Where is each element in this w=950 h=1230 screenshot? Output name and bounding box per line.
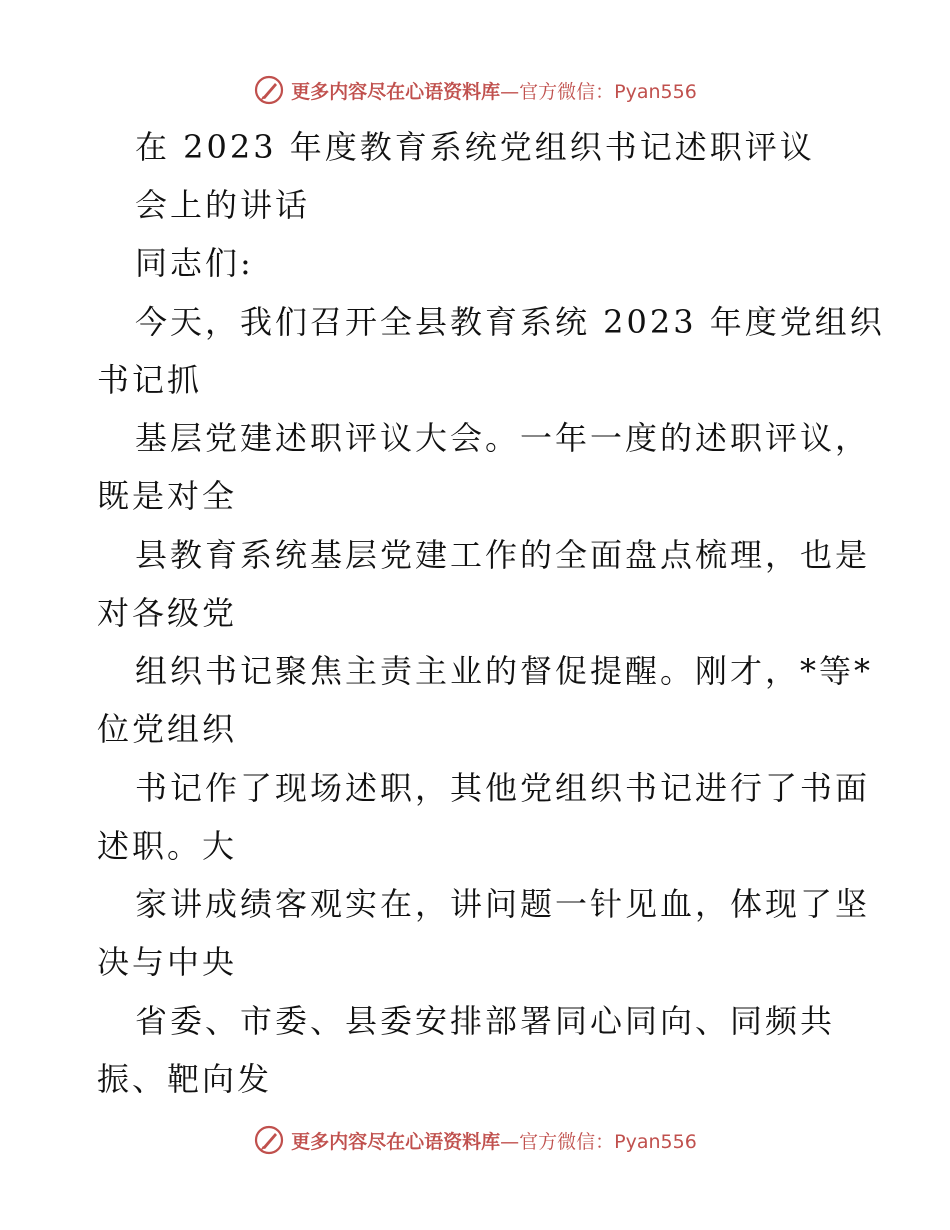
banner-text — [291, 77, 697, 104]
doc-salutation: 同志们: — [135, 244, 254, 282]
doc-line: 位党组织 — [97, 710, 238, 748]
quill-pen-logo-icon — [253, 1124, 285, 1156]
quill-pen-logo-icon — [253, 74, 285, 106]
doc-line: 书记作了现场述职，其他党组织书记进行了书面 — [135, 769, 871, 807]
footer-banner — [0, 1120, 950, 1160]
banner-dash: — — [500, 80, 520, 103]
doc-title-line-1: 在 2023 年度教育系统党组织书记述职评议 — [135, 128, 815, 166]
doc-line: 基层党建述职评议大会。一年一度的述职评议， — [135, 419, 871, 457]
doc-line: 对各级党 — [97, 594, 238, 632]
doc-line: 既是对全 — [97, 477, 238, 515]
doc-line: 振、靶向发 — [97, 1060, 273, 1098]
doc-line: 县教育系统基层党建工作的全面盘点梳理，也是 — [135, 536, 871, 574]
banner-wechat-text: 官方微信：Pyan556 — [519, 80, 697, 103]
banner-dash: — — [500, 1130, 520, 1153]
banner-text — [291, 1127, 697, 1154]
banner-site-text: 更多内容尽在心语资料库 — [291, 80, 501, 103]
doc-line: 家讲成绩客观实在，讲问题一针见血，体现了坚 — [135, 885, 871, 923]
doc-line: 省委、市委、县委安排部署同心同向、同频共 — [135, 1002, 836, 1040]
doc-line: 书记抓 — [97, 361, 203, 399]
banner-site-text: 更多内容尽在心语资料库 — [291, 1130, 501, 1153]
doc-title-line-2: 会上的讲话 — [135, 186, 311, 224]
doc-line: 述职。大 — [97, 827, 238, 865]
doc-line: 组织书记聚焦主责主业的督促提醒。刚才，*等* — [135, 652, 874, 690]
banner-wechat-text: 官方微信：Pyan556 — [519, 1130, 697, 1153]
doc-line: 今天，我们召开全县教育系统 2023 年度党组织 — [135, 303, 885, 341]
doc-line: 决与中央 — [97, 943, 238, 981]
header-banner — [0, 70, 950, 110]
